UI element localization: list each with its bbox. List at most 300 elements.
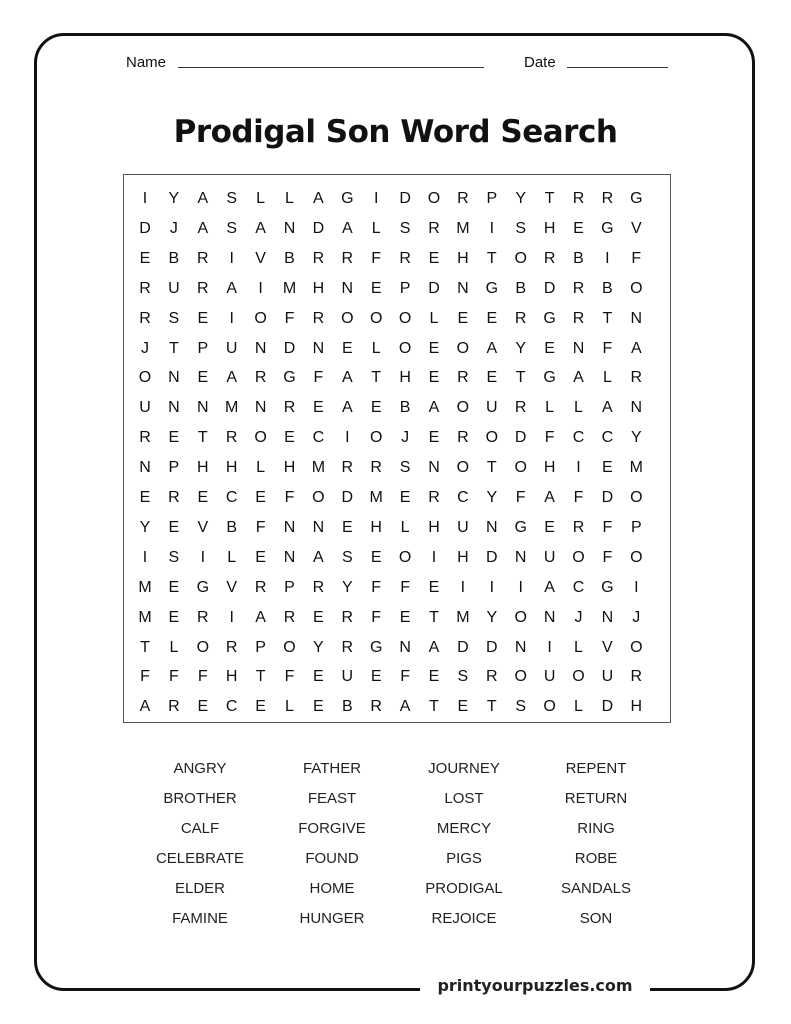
- grid-letter: M: [282, 279, 297, 297]
- grid-letter: B: [515, 279, 527, 297]
- grid-letter: L: [545, 399, 555, 417]
- grid-letter: E: [486, 369, 498, 387]
- grid-letter: O: [138, 369, 152, 387]
- grid-letter: B: [168, 249, 180, 267]
- grid-letter: G: [543, 369, 556, 387]
- grid-letter: G: [369, 638, 383, 656]
- grid-letter: H: [370, 518, 382, 536]
- grid-letter: E: [197, 698, 209, 716]
- grid-letter: O: [427, 190, 441, 207]
- grid-letter: I: [460, 578, 466, 596]
- grid-letter: A: [341, 399, 353, 417]
- grid-letter: A: [197, 190, 209, 207]
- grid-letter: N: [514, 548, 527, 566]
- grid-letter: E: [313, 399, 324, 417]
- grid-letter: L: [400, 518, 410, 536]
- grid-letter: O: [456, 339, 470, 357]
- grid-letter: F: [602, 339, 613, 357]
- grid-letter: T: [486, 459, 497, 477]
- grid-letter: R: [486, 668, 498, 686]
- grid-letter: L: [429, 309, 439, 327]
- grid-letter: R: [457, 429, 469, 447]
- grid-letter: O: [514, 459, 527, 477]
- grid-letter: R: [341, 459, 354, 477]
- word-list-item: HOME: [309, 880, 355, 897]
- grid-letter: T: [371, 369, 382, 387]
- word-list-item: CALF: [180, 820, 220, 837]
- grid-letter: E: [341, 518, 353, 536]
- grid-letter: R: [514, 309, 527, 327]
- grid-letter: E: [428, 369, 440, 387]
- grid-letter: E: [168, 518, 180, 536]
- grid-letter: E: [573, 219, 584, 237]
- grid-letter: T: [602, 309, 613, 327]
- grid-letter: O: [254, 429, 267, 447]
- grid-letter: F: [284, 309, 295, 327]
- grid-letter: O: [543, 698, 556, 716]
- grid-letter: O: [312, 489, 325, 506]
- grid-letter: G: [283, 369, 296, 387]
- grid-letter: C: [312, 429, 325, 447]
- grid-letter: V: [197, 518, 209, 536]
- grid-letter: Y: [486, 608, 498, 626]
- grid-letter: I: [518, 578, 523, 596]
- grid-letter: R: [312, 249, 325, 267]
- grid-letter: F: [371, 578, 382, 596]
- grid-letter: N: [399, 638, 411, 656]
- grid-letter: R: [457, 369, 469, 387]
- site-footer: printyourpuzzles.com: [437, 976, 633, 995]
- grid-letter: O: [630, 489, 643, 506]
- grid-letter: A: [255, 608, 266, 626]
- grid-letter: N: [543, 608, 556, 626]
- grid-letter: H: [457, 249, 469, 267]
- grid-letter: F: [400, 578, 410, 596]
- grid-letter: E: [370, 279, 382, 297]
- grid-letter: L: [285, 698, 294, 716]
- grid-letter: T: [169, 339, 179, 357]
- grid-letter: L: [169, 638, 179, 656]
- grid-letter: R: [370, 698, 382, 716]
- grid-letter: N: [312, 339, 325, 357]
- grid-letter: R: [543, 249, 556, 267]
- word-list-item: MERCY: [436, 820, 492, 837]
- grid-letter: F: [400, 668, 410, 686]
- grid-letter: B: [341, 698, 353, 716]
- grid-letter: G: [630, 190, 643, 207]
- grid-letter: J: [574, 608, 583, 626]
- grid-letter: E: [284, 429, 295, 447]
- grid-letter: C: [225, 698, 238, 716]
- word-list-item: FORGIVE: [298, 820, 366, 837]
- grid-letter: E: [399, 608, 411, 626]
- grid-letter: N: [254, 399, 267, 417]
- grid-letter: I: [229, 608, 234, 626]
- grid-letter: H: [283, 459, 296, 477]
- grid-letter: S: [168, 309, 180, 327]
- grid-letter: A: [544, 578, 555, 596]
- grid-letter: T: [429, 608, 439, 626]
- grid-letter: A: [313, 548, 324, 566]
- grid-letter: I: [634, 578, 639, 596]
- grid-letter: H: [630, 698, 643, 716]
- grid-letter: I: [258, 279, 263, 297]
- grid-letter: P: [255, 638, 266, 656]
- grid-letter: V: [255, 249, 266, 267]
- grid-letter: I: [605, 249, 610, 267]
- grid-letter: E: [370, 548, 382, 566]
- grid-letter: E: [313, 668, 324, 686]
- word-list-item: BROTHER: [163, 790, 237, 807]
- grid-letter: N: [457, 279, 469, 297]
- letter-grid: [123, 174, 671, 723]
- grid-letter: H: [197, 459, 209, 477]
- grid-letter: E: [399, 489, 411, 506]
- grid-letter: D: [514, 429, 527, 447]
- grid-letter: L: [602, 369, 612, 387]
- grid-letter: C: [572, 429, 585, 447]
- grid-letter: T: [429, 698, 439, 716]
- grid-letter: M: [456, 608, 470, 626]
- grid-letter: I: [142, 548, 148, 566]
- grid-letter: E: [197, 369, 209, 387]
- word-list-item: ROBE: [574, 850, 618, 867]
- grid-letter: F: [255, 518, 266, 536]
- grid-letter: U: [601, 668, 614, 686]
- grid-letter: L: [256, 459, 266, 477]
- grid-letter: R: [341, 608, 354, 626]
- grid-letter: G: [514, 518, 527, 536]
- grid-letter: H: [312, 279, 325, 297]
- grid-letter: R: [601, 190, 614, 207]
- grid-letter: E: [544, 518, 555, 536]
- grid-letter: E: [428, 668, 440, 686]
- grid-letter: O: [398, 339, 412, 357]
- grid-letter: D: [486, 548, 498, 566]
- grid-letter: O: [196, 638, 210, 656]
- grid-letter: O: [572, 668, 585, 686]
- grid-letter: Y: [630, 429, 642, 447]
- grid-letter: E: [313, 698, 324, 716]
- grid-letter: I: [431, 548, 437, 566]
- grid-letter: R: [572, 309, 585, 327]
- grid-letter: G: [485, 279, 499, 297]
- grid-letter: R: [283, 399, 296, 417]
- grid-letter: R: [197, 249, 209, 267]
- date-label: Date: [524, 54, 556, 71]
- grid-letter: U: [341, 668, 354, 686]
- grid-letter: E: [139, 249, 151, 267]
- grid-letter: A: [226, 279, 238, 297]
- grid-letter: S: [341, 548, 353, 566]
- grid-letter: F: [313, 369, 324, 387]
- grid-letter: D: [457, 638, 469, 656]
- grid-letter: T: [486, 698, 497, 716]
- grid-letter: R: [341, 249, 354, 267]
- grid-letter: D: [139, 219, 151, 237]
- word-list-item: FATHER: [302, 760, 362, 777]
- grid-letter: O: [630, 279, 643, 297]
- grid-letter: A: [255, 219, 266, 237]
- grid-letter: R: [399, 249, 411, 267]
- grid-letter: C: [457, 489, 469, 506]
- grid-letter: D: [601, 489, 614, 506]
- word-list-item: SANDALS: [560, 880, 632, 897]
- grid-letter: U: [139, 399, 151, 417]
- grid-letter: H: [225, 459, 238, 477]
- grid-letter: M: [629, 459, 643, 477]
- word-list-item: HUNGER: [299, 910, 365, 927]
- grid-letter: F: [573, 489, 584, 506]
- grid-letter: I: [229, 309, 234, 327]
- grid-letter: O: [514, 668, 527, 686]
- grid-letter: E: [428, 578, 440, 596]
- grid-letter: D: [399, 190, 411, 207]
- grid-letter: R: [341, 638, 354, 656]
- grid-letter: R: [572, 518, 585, 536]
- grid-letter: N: [283, 518, 296, 536]
- grid-letter: R: [225, 638, 238, 656]
- grid-letter: D: [601, 698, 614, 716]
- grid-letter: S: [168, 548, 180, 566]
- grid-letter: Y: [139, 518, 151, 536]
- grid-letter: S: [399, 459, 411, 477]
- grid-letter: R: [225, 429, 238, 447]
- grid-letter: P: [486, 190, 498, 207]
- grid-letter: E: [457, 309, 469, 327]
- grid-letter: O: [398, 548, 412, 566]
- grid-letter: O: [630, 548, 643, 566]
- grid-letter: M: [456, 219, 470, 237]
- grid-letter: A: [341, 219, 353, 237]
- grid-letter: O: [514, 249, 527, 267]
- grid-letter: A: [428, 638, 440, 656]
- grid-letter: F: [371, 249, 382, 267]
- grid-letter: I: [489, 219, 495, 237]
- grid-letter: Y: [515, 190, 527, 207]
- grid-letter: J: [169, 219, 178, 237]
- grid-letter: F: [169, 668, 179, 686]
- grid-letter: N: [630, 309, 643, 327]
- grid-letter: E: [457, 698, 469, 716]
- word-list-item: RING: [577, 820, 615, 837]
- grid-letter: E: [370, 668, 382, 686]
- grid-letter: I: [576, 459, 581, 477]
- grid-letter: Y: [341, 578, 353, 596]
- page-title: Prodigal Son Word Search: [173, 114, 618, 150]
- word-list-item: REJOICE: [431, 910, 497, 927]
- grid-letter: U: [486, 399, 498, 417]
- word-list-item: RETURN: [564, 790, 628, 807]
- grid-letter: F: [515, 489, 526, 506]
- grid-letter: N: [572, 339, 585, 357]
- word-list-item: FOUND: [305, 850, 359, 867]
- grid-letter: E: [139, 489, 151, 506]
- grid-letter: R: [168, 698, 180, 716]
- grid-letter: I: [200, 548, 206, 566]
- word-list-item: SON: [579, 910, 613, 927]
- grid-letter: T: [140, 638, 150, 656]
- word-list-item: PIGS: [446, 850, 482, 867]
- grid-letter: U: [457, 518, 469, 536]
- grid-letter: R: [428, 219, 440, 237]
- grid-letter: U: [543, 548, 556, 566]
- grid-letter: R: [514, 399, 527, 417]
- grid-letter: R: [283, 608, 296, 626]
- grid-letter: A: [399, 698, 411, 716]
- word-list-item: REPENT: [565, 760, 627, 777]
- grid-letter: B: [573, 249, 584, 267]
- grid-letter: R: [254, 578, 267, 596]
- grid-letter: L: [574, 638, 583, 656]
- grid-letter: N: [254, 339, 267, 357]
- grid-letter: D: [312, 219, 325, 237]
- grid-letter: O: [514, 608, 527, 626]
- grid-letter: G: [601, 578, 614, 596]
- grid-letter: O: [630, 638, 643, 656]
- grid-letter: E: [168, 429, 180, 447]
- grid-letter: R: [254, 369, 267, 387]
- grid-letter: A: [428, 399, 440, 417]
- grid-letter: G: [196, 578, 210, 596]
- grid-letter: N: [428, 459, 440, 477]
- grid-letter: D: [341, 489, 354, 506]
- grid-letter: I: [142, 190, 148, 207]
- grid-letter: E: [197, 309, 209, 327]
- date-line: [567, 67, 668, 68]
- grid-letter: S: [515, 698, 527, 716]
- grid-letter: O: [485, 429, 499, 447]
- grid-letter: O: [369, 429, 383, 447]
- grid-letter: S: [457, 668, 469, 686]
- grid-letter: F: [140, 668, 150, 686]
- grid-letter: T: [515, 369, 526, 387]
- grid-letter: A: [313, 190, 324, 207]
- grid-letter: B: [399, 399, 411, 417]
- grid-letter: A: [573, 369, 584, 387]
- word-list-item: ANGRY: [173, 760, 227, 777]
- grid-letter: R: [572, 190, 585, 207]
- grid-letter: Y: [515, 339, 527, 357]
- grid-letter: D: [283, 339, 296, 357]
- name-line: [178, 67, 484, 68]
- grid-letter: L: [371, 219, 381, 237]
- grid-letter: J: [632, 608, 641, 626]
- grid-letter: F: [284, 489, 295, 506]
- grid-letter: R: [139, 309, 151, 327]
- grid-letter: N: [168, 399, 180, 417]
- grid-letter: O: [398, 309, 412, 327]
- grid-letter: T: [486, 249, 497, 267]
- grid-letter: O: [456, 459, 470, 477]
- grid-letter: I: [489, 578, 495, 596]
- grid-letter: E: [341, 339, 353, 357]
- grid-letter: E: [544, 339, 555, 357]
- word-list-item: FAMINE: [172, 910, 228, 927]
- grid-letter: V: [226, 578, 238, 596]
- grid-letter: E: [255, 548, 266, 566]
- grid-letter: N: [312, 518, 325, 536]
- grid-letter: O: [283, 638, 296, 656]
- grid-letter: Y: [168, 190, 180, 207]
- grid-letter: A: [226, 369, 238, 387]
- grid-letter: C: [225, 489, 238, 506]
- grid-letter: L: [574, 399, 583, 417]
- grid-letter: T: [544, 190, 555, 207]
- grid-letter: J: [401, 429, 410, 447]
- grid-letter: F: [284, 668, 295, 686]
- grid-letter: G: [543, 309, 556, 327]
- grid-letter: J: [141, 339, 149, 357]
- grid-letter: E: [197, 489, 209, 506]
- grid-letter: S: [399, 219, 411, 237]
- word-list: [134, 760, 662, 940]
- grid-letter: I: [345, 429, 350, 447]
- grid-letter: E: [255, 698, 266, 716]
- grid-letter: B: [284, 249, 295, 267]
- grid-letter: E: [486, 309, 498, 327]
- grid-letter: M: [138, 608, 152, 626]
- grid-letter: E: [370, 399, 382, 417]
- grid-letter: F: [631, 249, 642, 267]
- word-list-item: PRODIGAL: [425, 880, 503, 897]
- grid-letter: L: [285, 190, 294, 207]
- grid-letter: H: [543, 459, 556, 477]
- grid-letter: N: [197, 399, 209, 417]
- grid-letter: O: [572, 548, 585, 566]
- grid-letter: T: [255, 668, 266, 686]
- grid-letter: Y: [313, 638, 324, 656]
- grid-letter: U: [168, 279, 180, 297]
- grid-letter: E: [255, 489, 266, 506]
- grid-letter: C: [572, 578, 585, 596]
- grid-letter: N: [168, 369, 180, 387]
- grid-letter: S: [226, 190, 238, 207]
- grid-letter: E: [168, 608, 180, 626]
- grid-letter: P: [168, 459, 180, 477]
- grid-letter: P: [284, 578, 295, 596]
- grid-letter: R: [457, 190, 469, 207]
- grid-letter: L: [227, 548, 237, 566]
- grid-letter: M: [138, 578, 152, 596]
- grid-letter: E: [428, 339, 440, 357]
- grid-letter: H: [543, 219, 556, 237]
- grid-letter: M: [369, 489, 383, 506]
- grid-letter: O: [254, 309, 267, 327]
- grid-letter: H: [225, 668, 238, 686]
- grid-letter: F: [602, 548, 613, 566]
- word-list-item: JOURNEY: [428, 760, 500, 777]
- name-label: Name: [126, 54, 167, 71]
- grid-letter: R: [428, 489, 440, 506]
- grid-letter: R: [139, 429, 151, 447]
- grid-letter: A: [197, 219, 209, 237]
- grid-letter: N: [341, 279, 354, 297]
- grid-letter: O: [456, 399, 470, 417]
- grid-letter: G: [341, 190, 354, 207]
- grid-letter: P: [197, 339, 209, 357]
- grid-letter: V: [630, 219, 642, 237]
- grid-letter: R: [197, 608, 209, 626]
- grid-letter: A: [544, 489, 555, 506]
- grid-letter: S: [226, 219, 238, 237]
- word-list-item: FEAST: [307, 790, 357, 807]
- grid-letter: R: [197, 279, 209, 297]
- grid-letter: R: [630, 668, 643, 686]
- grid-letter: O: [369, 309, 383, 327]
- grid-letter: A: [486, 339, 498, 357]
- word-list-item: ELDER: [174, 880, 226, 897]
